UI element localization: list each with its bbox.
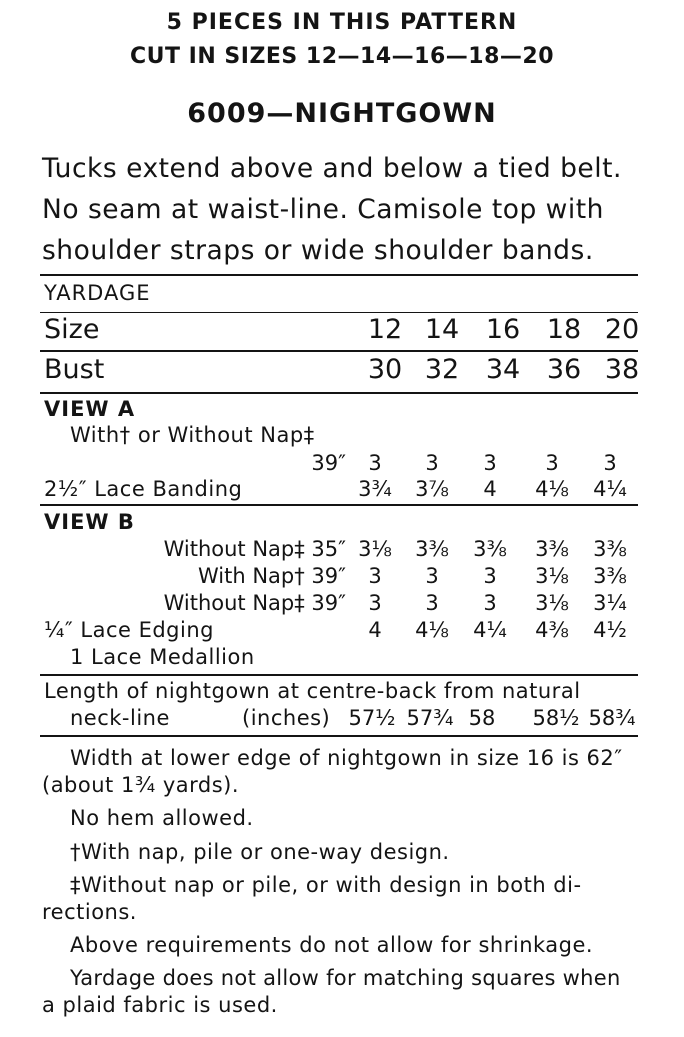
length-value: 58¾ <box>588 706 636 730</box>
view-b-value: 3 <box>483 564 497 588</box>
view-b-value: 3⅛ <box>535 564 569 588</box>
note-hem: No hem allowed. <box>70 806 254 830</box>
view-b-row-label: Without Nap‡ 35″ <box>163 537 346 561</box>
view-a-value: 4⅛ <box>535 477 569 501</box>
length-line-1: Length of nightgown at centre-back from natural <box>44 679 581 703</box>
view-b-value: 3 <box>425 564 439 588</box>
view-a-row-label: 2½″ Lace Banding <box>44 477 243 501</box>
note-width-cont: (about 1¾ yards). <box>42 773 240 797</box>
rule-bust <box>40 392 638 394</box>
bust-value: 36 <box>546 354 582 385</box>
view-a-value: 3 <box>368 451 382 475</box>
view-b-value: 4½ <box>593 618 627 642</box>
rule-size <box>40 350 638 352</box>
note-width: Width at lower edge of nightgown in size 16 is 62″ <box>70 746 623 770</box>
view-b-value: 4⅛ <box>415 618 449 642</box>
pieces-heading: 5 PIECES IN THIS PATTERN <box>166 10 518 35</box>
note-shrinkage: Above requirements do not allow for shrinkage. <box>70 933 594 957</box>
view-a-value: 3¾ <box>358 477 392 501</box>
description-line-1: Tucks extend above and below a tied belt. <box>42 153 622 184</box>
length-value: 57½ <box>348 706 396 730</box>
view-b-row-label: With Nap† 39″ <box>197 564 346 588</box>
rule-view-b <box>40 674 638 676</box>
view-b-value: 3⅜ <box>473 537 507 561</box>
view-b-value: 3⅛ <box>535 591 569 615</box>
view-b-row-label: 1 Lace Medallion <box>70 645 255 669</box>
view-b-value: 4 <box>368 618 382 642</box>
note-without-nap: ‡Without nap or pile, or with design in both di- <box>70 873 582 897</box>
view-b-value: 3⅜ <box>415 537 449 561</box>
rule-length <box>40 735 638 737</box>
description-line-2: No seam at waist-line. Camisole top with <box>42 194 604 225</box>
length-value: 57¾ <box>406 706 454 730</box>
note-without-nap-cont: rections. <box>42 900 137 924</box>
note-with-nap: †With nap, pile or one-way design. <box>70 840 450 864</box>
view-b-value: 3 <box>483 591 497 615</box>
view-a-value: 3 <box>425 451 439 475</box>
size-label: Size <box>44 314 100 345</box>
length-line-2: neck-line <box>70 706 170 730</box>
view-a-heading: VIEW A <box>44 397 136 421</box>
view-a-value: 4 <box>483 477 497 501</box>
view-b-value: 3⅛ <box>358 537 392 561</box>
note-plaid-cont: a plaid fabric is used. <box>42 993 278 1017</box>
view-b-value: 3 <box>368 564 382 588</box>
view-b-row-label: ¼″ Lace Edging <box>44 618 214 642</box>
note-plaid: Yardage does not allow for matching squares when <box>70 966 621 990</box>
pattern-title: 6009—NIGHTGOWN <box>187 98 497 129</box>
size-value: 18 <box>546 314 582 345</box>
length-value: 58½ <box>532 706 580 730</box>
view-b-row-label: Without Nap‡ 39″ <box>163 591 346 615</box>
view-b-value: 4⅜ <box>535 618 569 642</box>
rule-yardage <box>40 312 638 313</box>
view-a-value: 4¼ <box>593 477 627 501</box>
yardage-label: YARDAGE <box>44 281 151 305</box>
size-value: 12 <box>367 314 403 345</box>
view-b-value: 4¼ <box>473 618 507 642</box>
view-a-value: 3 <box>545 451 559 475</box>
view-a-value: 3 <box>483 451 497 475</box>
size-value: 20 <box>604 314 640 345</box>
bust-value: 34 <box>485 354 521 385</box>
sizes-heading: CUT IN SIZES 12—14—16—18—20 <box>129 44 555 69</box>
view-b-value: 3⅜ <box>535 537 569 561</box>
view-b-value: 3¼ <box>593 591 627 615</box>
view-b-value: 3 <box>368 591 382 615</box>
view-b-value: 3⅜ <box>593 537 627 561</box>
view-a-value: 3 <box>603 451 617 475</box>
view-b-heading: VIEW B <box>44 510 135 534</box>
length-value: 58 <box>468 706 496 730</box>
bust-label: Bust <box>44 354 105 385</box>
size-value: 14 <box>424 314 460 345</box>
description-line-3: shoulder straps or wide shoulder bands. <box>42 235 594 266</box>
view-b-value: 3⅜ <box>593 564 627 588</box>
rule-top <box>40 274 638 276</box>
bust-value: 32 <box>424 354 460 385</box>
view-a-row-label: 39″ <box>311 451 346 475</box>
bust-value: 30 <box>367 354 403 385</box>
size-value: 16 <box>485 314 521 345</box>
rule-view-a <box>40 504 638 506</box>
view-a-nap-line: With† or Without Nap‡ <box>70 423 315 447</box>
view-a-value: 3⅞ <box>415 477 449 501</box>
length-unit: (inches) <box>242 706 331 730</box>
bust-value: 38 <box>604 354 640 385</box>
view-b-value: 3 <box>425 591 439 615</box>
